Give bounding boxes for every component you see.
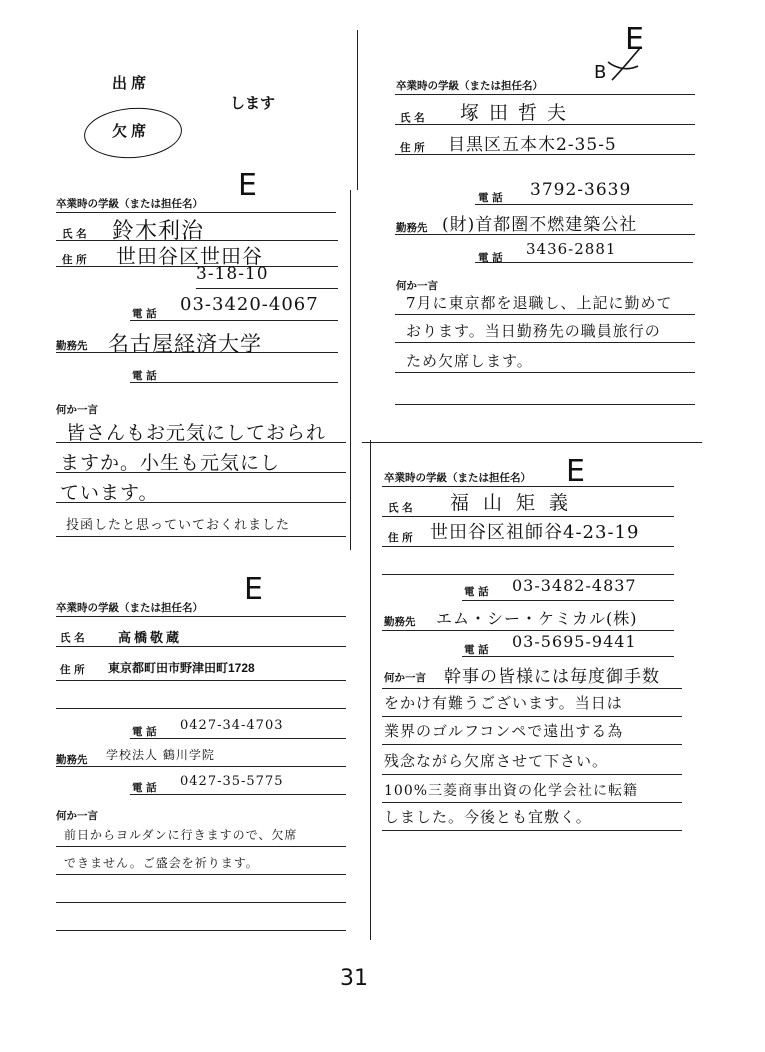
card3-phone: 0427-34-4703 — [180, 718, 284, 733]
divider — [382, 744, 682, 745]
card1-grade-label: 卒業時の学級（または担任名） — [56, 198, 203, 210]
divider — [56, 930, 346, 931]
card4-work-label: 勤務先 — [384, 616, 416, 628]
divider — [56, 766, 346, 767]
card3-address-label: 住 所 — [60, 664, 85, 676]
divider — [56, 352, 338, 353]
card2-name-label: 氏 名 — [400, 112, 425, 124]
card2-comment-label: 何か一言 — [396, 280, 438, 292]
card1-address1: 世田谷区世田谷 — [116, 244, 263, 268]
divider — [475, 262, 693, 263]
divider — [130, 382, 338, 383]
card2-phone: 3792-3639 — [530, 180, 632, 200]
card4-work-phone-label: 電 話 — [464, 644, 489, 656]
card3-grade-label: 卒業時の学級（または担任名） — [56, 602, 203, 614]
card4-comment-line2: をかけ有難うございます。当日は — [384, 694, 623, 712]
cut-line-vertical — [357, 30, 358, 190]
card2-grade-sub: B — [594, 62, 607, 83]
card4-comment-line6: しました。今後とも宜敷く。 — [384, 808, 592, 826]
divider — [475, 204, 693, 205]
card3-address: 東京都町田市野津田町1728 — [108, 661, 255, 675]
divider — [196, 288, 338, 289]
divider — [395, 314, 695, 315]
card3-comment-line2: できません。ご盛会を祈ります。 — [64, 856, 259, 870]
card1-address2: 3-18-10 — [196, 264, 269, 284]
card4-phone: 03-3482-4837 — [512, 576, 637, 595]
card3-name-label: 氏 名 — [60, 632, 85, 644]
divider — [56, 616, 346, 617]
card1-comment-line1: 皆さんもお元気にしておられ — [66, 422, 327, 444]
card2-grade-label: 卒業時の学級（または担任名） — [396, 80, 543, 92]
divider — [382, 774, 682, 775]
attend-label: 出 席 — [112, 75, 147, 92]
divider — [56, 212, 336, 213]
divider — [382, 486, 674, 487]
divider — [395, 94, 695, 95]
divider — [56, 646, 346, 647]
card3-grade-mark: E — [244, 572, 263, 607]
divider — [395, 124, 695, 125]
divider — [382, 716, 682, 717]
divider — [382, 688, 682, 689]
divider — [130, 738, 346, 739]
card4-comment-line1: 幹事の皆様には毎度御手数 — [444, 667, 660, 687]
card1-comment-label: 何か一言 — [56, 404, 98, 416]
card1-phone-label: 電 話 — [132, 308, 157, 320]
card4-work: エム・シー・ケミカル(株) — [436, 609, 638, 628]
divider — [382, 516, 674, 517]
absent-label: 欠 席 — [112, 123, 147, 140]
cut-line-vertical — [350, 190, 351, 550]
grade-scribble — [590, 40, 650, 90]
card1-work: 名古屋経済大学 — [108, 332, 262, 356]
card4-grade-mark: E — [566, 454, 585, 489]
card3-comment-line1: 前日からヨルダンに行きますので、欠席 — [64, 828, 298, 842]
divider — [56, 472, 346, 473]
card1-comment-line3: ています。 — [60, 482, 159, 504]
card2-comment-line2: おります。当日勤務先の職員旅行の — [406, 322, 661, 340]
card1-phone: 03-3420-4067 — [180, 294, 319, 315]
divider — [56, 902, 346, 903]
card3-work-phone: 0427-35-5775 — [180, 774, 284, 789]
card3-name: 高橋敬蔵 — [118, 630, 183, 645]
card1-name: 鈴木利治 — [112, 219, 205, 244]
divider — [462, 656, 674, 657]
cut-line-vertical — [370, 440, 371, 940]
divider — [395, 234, 695, 235]
divider — [395, 342, 695, 343]
card2-comment-line3: ため欠席します。 — [406, 352, 533, 370]
card1-phone2-label: 電 話 — [132, 370, 157, 382]
page-number: 31 — [340, 966, 368, 991]
card2-address: 目黒区五本木2-35-5 — [448, 135, 617, 155]
card1-grade-mark: E — [238, 168, 257, 203]
card4-comment-line4: 残念ながら欠席させて下さい。 — [384, 752, 609, 770]
divider — [382, 830, 682, 831]
divider — [462, 600, 674, 601]
divider — [395, 372, 695, 373]
card4-address-label: 住 所 — [388, 532, 413, 544]
card2-address-label: 住 所 — [400, 142, 425, 154]
card4-work-phone: 03-5695-9441 — [512, 632, 637, 651]
card1-comment-line2: ますか。小生も元気にし — [60, 452, 281, 474]
divider — [395, 404, 695, 405]
card3-phone-label: 電 話 — [132, 726, 157, 738]
card2-comment-line1: 7月に東京都を退職し、上記に勤めて — [406, 294, 673, 312]
card2-work-phone-label: 電 話 — [478, 252, 503, 264]
divider — [56, 708, 346, 709]
card4-name: 福山矩義 — [450, 492, 583, 514]
will-label: します — [230, 95, 276, 112]
divider — [130, 794, 346, 795]
card2-work-phone: 3436-2881 — [526, 240, 617, 258]
card4-grade-label: 卒業時の学級（または担任名） — [384, 472, 531, 484]
card3-comment-label: 何か一言 — [56, 810, 98, 822]
card4-comment-line3: 業界のゴルフコンペで遠出する為 — [384, 722, 624, 740]
card3-work-label: 勤務先 — [56, 754, 88, 766]
divider — [56, 502, 346, 503]
divider — [382, 546, 674, 547]
card2-grade-mark: E — [625, 22, 644, 57]
card2-phone-label: 電 話 — [478, 192, 503, 204]
card4-name-label: 氏 名 — [388, 502, 413, 514]
divider — [56, 846, 346, 847]
divider — [56, 442, 346, 443]
card2-work: (財)首都圏不燃建築公社 — [442, 215, 638, 235]
card1-address-label: 住 所 — [62, 254, 87, 266]
divider — [56, 536, 346, 537]
card1-comment-line4: 投函したと思っていておくれました — [66, 518, 291, 533]
card1-work-label: 勤務先 — [56, 340, 88, 352]
divider — [56, 680, 346, 681]
divider — [382, 802, 682, 803]
card3-work-phone-label: 電 話 — [132, 782, 157, 794]
card3-work: 学校法人 鶴川学院 — [106, 748, 215, 762]
cut-line-horizontal — [362, 442, 702, 443]
divider — [56, 874, 346, 875]
card1-name-label: 氏 名 — [62, 228, 87, 240]
divider — [130, 320, 338, 321]
card4-phone-label: 電 話 — [464, 586, 489, 598]
card4-address: 世田谷区祖師谷4-23-19 — [430, 522, 640, 543]
card4-comment-label: 何か一言 — [384, 672, 426, 684]
divider — [395, 154, 695, 155]
card2-name: 塚田哲夫 — [460, 102, 577, 124]
card2-work-label: 勤務先 — [396, 222, 428, 234]
card4-comment-line5: 100%三菱商事出資の化学会社に転籍 — [384, 783, 639, 799]
divider — [382, 574, 674, 575]
divider — [382, 630, 674, 631]
